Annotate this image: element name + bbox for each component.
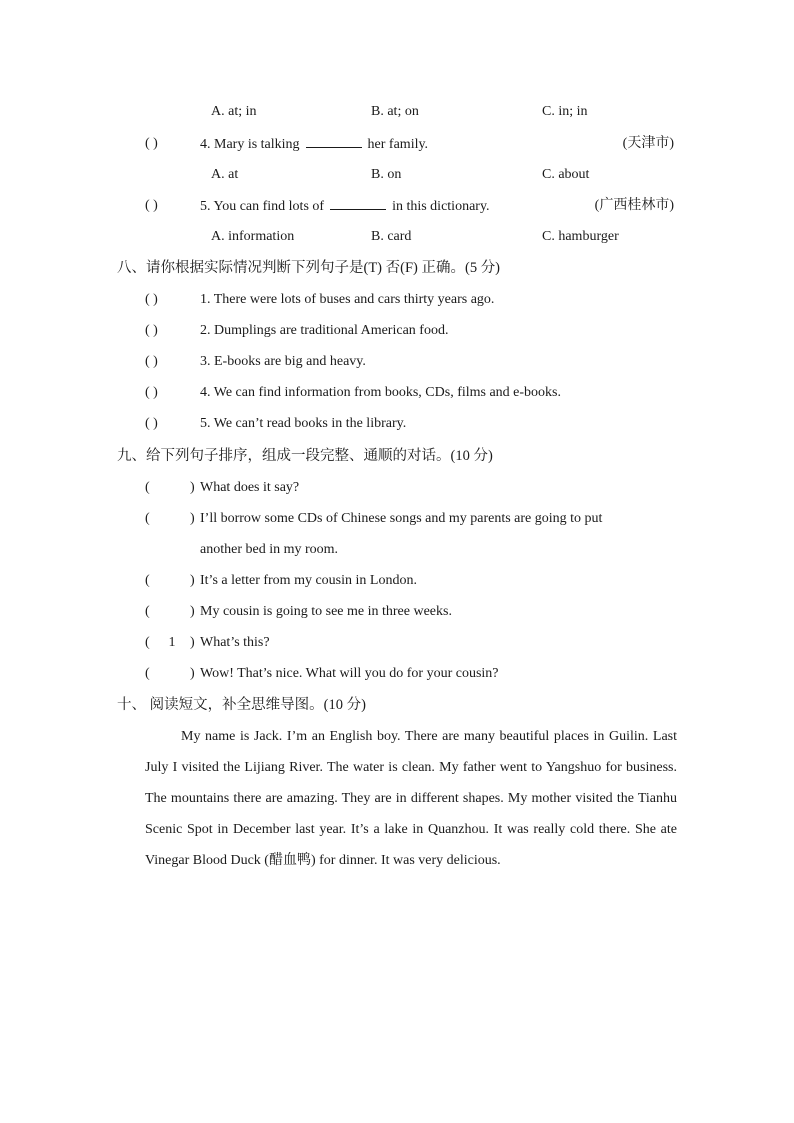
part9-s2-text: I’ll borrow some CDs of Chinese songs and my parents are going to put [200, 511, 603, 526]
part9-s4-text: My cousin is going to see me in three weeks. [200, 604, 452, 619]
part9-s2-close: ) [190, 511, 195, 526]
part9-s1-close: ) [190, 480, 195, 495]
q5-source: (广西桂林市) [594, 198, 674, 213]
q5-option-a: A. information [211, 229, 295, 244]
part9-s4-close: ) [190, 604, 195, 619]
part8-q3-paren: ( ) [145, 354, 158, 369]
part8-q1-paren: ( ) [145, 292, 158, 307]
part9-s5-open: ( [145, 635, 150, 650]
q4-blank [306, 135, 362, 148]
reading-passage [145, 721, 677, 876]
part9-s5-order: 1 [168, 635, 176, 650]
part8-q2-paren: ( ) [145, 323, 158, 338]
q5-blank [330, 197, 386, 210]
q4-option-b: B. on [371, 167, 402, 182]
q4-stem-post: her family. [367, 137, 429, 152]
part9-s2-open: ( [145, 511, 150, 526]
part9-s4-open: ( [145, 604, 150, 619]
q3-option-b: B. at; on [371, 104, 419, 119]
q5-stem-pre: 5. You can find lots of [200, 199, 325, 214]
q5-stem-post: in this dictionary. [392, 199, 490, 214]
q5-option-b: B. card [371, 229, 412, 244]
q5-option-c: C. hamburger [542, 229, 619, 244]
part9-s6-text: Wow! That’s nice. What will you do for your cousin? [200, 666, 499, 681]
part8-q5-text: 5. We can’t read books in the library. [200, 416, 407, 431]
part9-title: 九、给下列句子排序，组成一段完整、通顺的对话。(10 分) [117, 448, 493, 464]
part8-q4-text: 4. We can find information from books, CDs, films and e-books. [200, 385, 562, 400]
part10-title: 十、 阅读短文，补全思维导图。(10 分) [117, 697, 366, 713]
q4-option-a: A. at [211, 167, 239, 182]
part9-s3-open: ( [145, 573, 150, 588]
part9-s6-close: ) [190, 666, 195, 681]
part8-q5-paren: ( ) [145, 416, 158, 431]
part9-s1-open: ( [145, 480, 150, 495]
q5-answer-paren: ( ) [145, 198, 158, 213]
part8-q2-text: 2. Dumplings are traditional American food. [200, 323, 449, 338]
part9-s5-text: What’s this? [200, 635, 270, 650]
part8-q3-text: 3. E-books are big and heavy. [200, 354, 366, 369]
part9-s3-close: ) [190, 573, 195, 588]
q4-source: (天津市) [622, 136, 674, 151]
q4-stem [200, 135, 428, 154]
part9-s3-text: It’s a letter from my cousin in London. [200, 573, 417, 588]
part9-s1-text: What does it say? [200, 480, 300, 495]
reading-passage-text: My name is Jack. I’m an English boy. There are many beautiful places in Guilin. Last July I visited the Lijiang River. The water is clean. My father went to Yangshuo for business. The mountains there are amazing. They are in different shapes. My mother visited the Tianhu Scenic Spot in December last year. It’s a lake in Quanzhou. It was really cold there. She ate Vinegar Blood Duck (醋血鸭) for dinner. It was very delicious. [145, 729, 677, 868]
part8-q1-text: 1. There were lots of buses and cars thirty years ago. [200, 292, 495, 307]
q3-option-a: A. at; in [211, 104, 257, 119]
q4-option-c: C. about [542, 167, 590, 182]
q4-answer-paren: ( ) [145, 136, 158, 151]
part8-q4-paren: ( ) [145, 385, 158, 400]
q4-stem-pre: 4. Mary is talking [200, 137, 300, 152]
part9-s2-continuation: another bed in my room. [200, 542, 339, 557]
q5-stem [200, 197, 490, 216]
part9-s6-open: ( [145, 666, 150, 681]
q3-option-c: C. in; in [542, 104, 588, 119]
part9-s5-close: ) [190, 635, 195, 650]
part8-title: 八、请你根据实际情况判断下列句子是(T) 否(F) 正确。(5 分) [117, 260, 501, 276]
